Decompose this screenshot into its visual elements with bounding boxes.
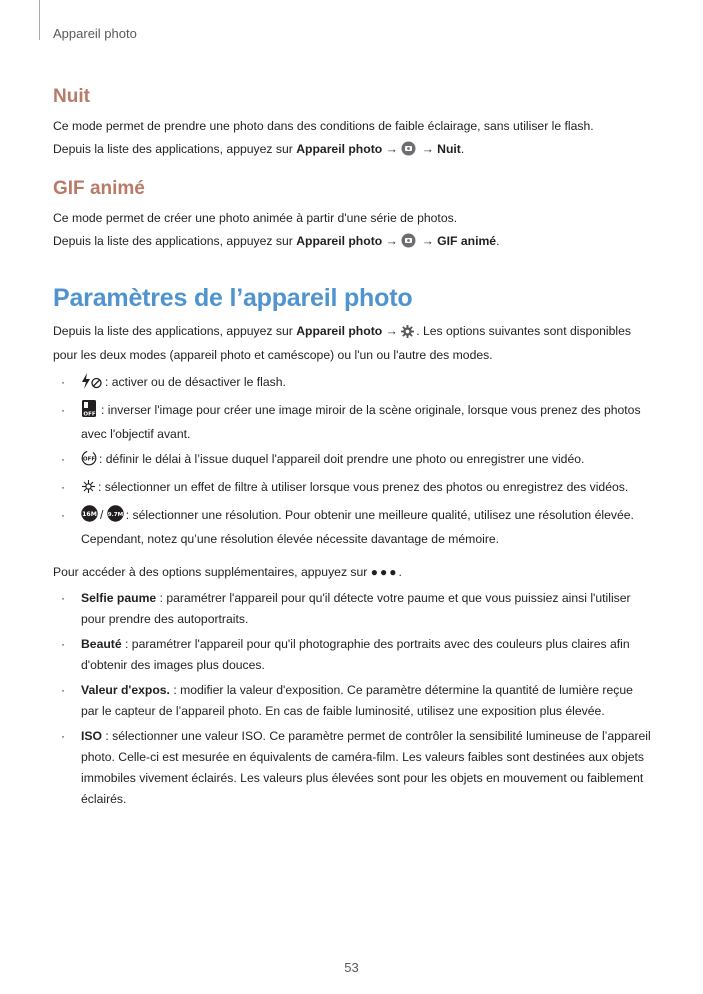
gif-instr-prefix: Depuis la liste des applications, appuyez sur [53,234,293,248]
mode-settings-icon [401,140,416,164]
list-item [53,372,653,396]
gif-instruction [53,229,653,256]
list-item [53,588,653,630]
bullet: · [61,683,66,697]
list-item [53,726,653,810]
arrow: → [385,234,398,248]
period: . [496,234,500,248]
heading-nuit: Nuit [53,86,90,107]
gif-description: Ce mode permet de créer une photo animée à partir d'une série de photos. [53,211,458,225]
params-intro-suffix: . Les options suivantes sont disponibles pour les deux modes (appareil photo et caméscope) ou l'un ou l'autre des modes. [53,324,631,362]
arrow: → [385,142,398,156]
mirror-off-icon [81,400,99,424]
camera-options-list [53,372,653,550]
nuit-instr-prefix: Depuis la liste des applications, appuyez sur [53,142,293,156]
filter-icon [81,479,96,501]
page-number: 53 [344,960,359,975]
heading-parametres: Paramètres de l’appareil photo [53,284,413,312]
resolution-16m-icon [81,505,98,529]
option-filter-text: : sélectionner un effet de filtre à utiliser lorsque vous prenez des photos ou enregistrez des vidéos. [98,480,629,494]
heading-gif-anime: GIF animé [53,178,145,199]
extra-text: : sélectionner une valeur ISO. Ce paramètre permet de contrôler la sensibilité lumineuse de l’appareil photo. Celle-ci est mesurée en équivalents de caméra-film. Les valeurs faibles sont destinées aux objets immobiles vivement éclairés. Les valeurs plus élevées sont pour les objets en mouvement ou faiblement éclairés. [81,729,651,806]
nuit-instr-app: Appareil photo [296,142,383,156]
bullet: · [61,375,66,389]
section-gif-anime [53,178,653,256]
params-intro-prefix: Depuis la liste des applications, appuyez sur [53,324,293,338]
gear-icon [401,324,414,345]
list-item [53,634,653,676]
section-parametres [53,284,653,810]
params-intro-app: Appareil photo [296,324,383,338]
list-item [53,680,653,722]
section-nuit [53,86,653,164]
nuit-description: Ce mode permet de prendre une photo dans des conditions de faible éclairage, sans utiliser le flash. [53,119,594,133]
svg-text:OFF: OFF [82,456,96,463]
resolution-16m-label: 16M [82,511,97,518]
more-options-icon: ●●● [370,565,399,579]
page-header-title: Appareil photo [53,26,137,41]
bullet: · [61,452,66,466]
arrow: → [421,142,434,156]
resolution-9-7m-icon [107,505,124,529]
extra-term-valeur-expos: Valeur d'expos. [81,683,170,697]
header-rule [39,0,40,40]
nuit-instr-target: Nuit [437,142,461,156]
extra-term-iso: ISO [81,729,102,743]
option-timer-text: : définir le délai à l’issue duquel l'appareil doit prendre une photo ou enregistrer une vidéo. [99,452,585,466]
flash-off-icon [81,373,103,396]
resolution-9-7m-label: 9.7M [107,512,124,518]
page-content [53,82,653,814]
extra-term-selfie-paume: Selfie paume [81,591,157,605]
list-item [53,477,653,501]
arrow: → [421,234,434,248]
option-mirror-text: : inverser l'image pour créer une image miroir de la scène originale, lorsque vous prenez des photos avec l'objectif avant. [81,403,641,441]
extra-text: : paramétrer l'appareil pour qu'il photographie des portraits avec des couleurs plus claires afin d'obtenir des images plus douces. [81,637,630,672]
bullet: · [61,591,66,605]
params-intro [53,321,653,366]
list-item [53,449,653,473]
option-resolution-text: : sélectionner une résolution. Pour obtenir une meilleure qualité, utilisez une résolution élevée. Cependant, notez qu’une résolution élevée nécessite davantage de mémoire. [81,508,634,546]
period: . [460,142,465,156]
bullet: · [61,403,66,417]
nuit-instruction [53,137,653,164]
bullet: · [61,729,66,743]
bullet: · [61,637,66,651]
resolution-separator: / [100,508,104,522]
extra-term-beaute: Beauté [81,637,122,651]
svg-text:OFF: OFF [83,411,96,417]
extra-text: : paramétrer l'appareil pour qu'il détecte votre paume et que vous puissiez ainsi l'utiliser pour prendre des autoportraits. [81,591,631,626]
timer-off-icon [81,450,97,473]
mode-settings-icon [401,232,416,256]
gif-instr-app: Appareil photo [296,234,383,248]
list-item [53,400,653,445]
arrow: → [385,324,398,338]
more-options-prefix: Pour accéder à des options supplémentaires, appuyez sur [53,565,368,579]
extra-options-list [53,588,653,810]
list-item [53,505,653,550]
bullet: · [61,480,66,494]
more-options-intro [53,560,653,584]
gif-instr-target: GIF animé [437,234,497,248]
bullet: · [61,508,66,522]
period: . [398,565,402,579]
extra-text: : modifier la valeur d'exposition. Ce paramètre détermine la quantité de lumière reçue par le capteur de l’appareil photo. En cas de faible luminosité, utilisez une exposition plus élevée. [81,683,633,718]
option-flash-text: : activer ou de désactiver le flash. [105,375,286,389]
